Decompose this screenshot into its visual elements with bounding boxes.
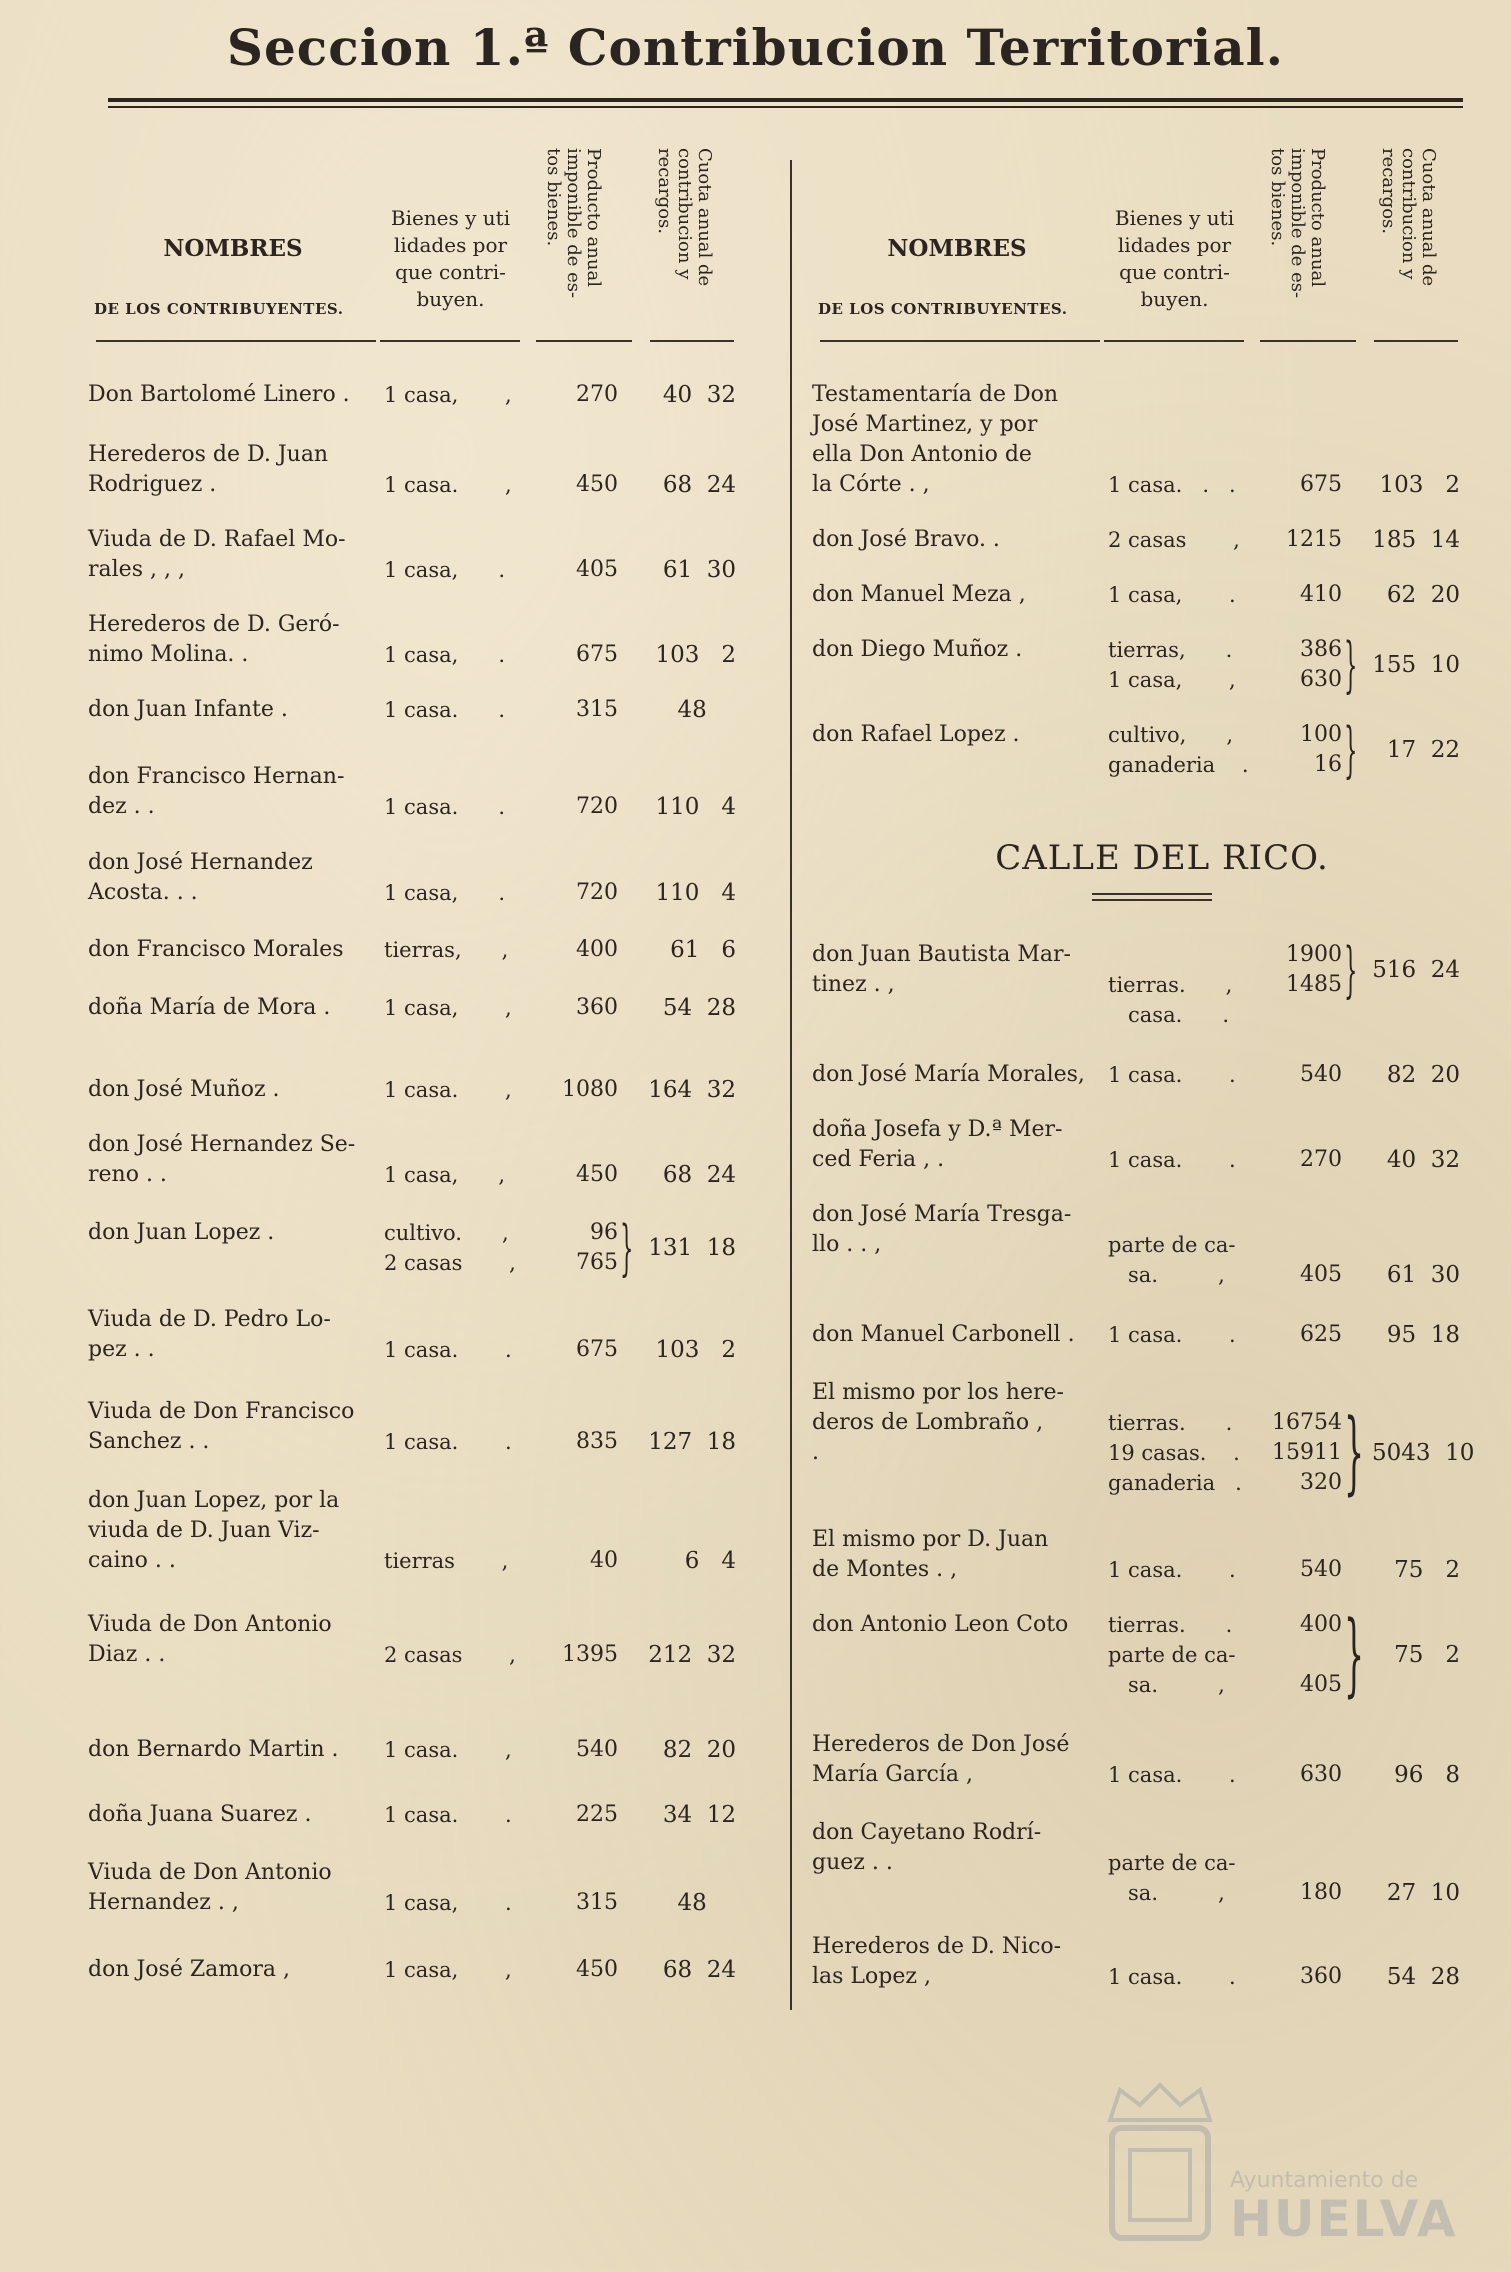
contributor-name-line: guez . .: [812, 1850, 893, 1875]
contributor-name-line: don José Zamora ,: [88, 1957, 290, 1982]
header-rule: [650, 340, 734, 342]
contributor-name-line: caino . .: [88, 1548, 176, 1573]
contributor-name-line: las Lopez ,: [812, 1964, 931, 1989]
cuota-cell: 48: [677, 1890, 707, 1916]
bienes-cell: 1 casa. .: [1108, 1558, 1236, 1582]
header-rule: [380, 340, 520, 342]
contributor-name: [812, 580, 1112, 610]
contributor-name-line: nimo Molina. .: [88, 642, 249, 667]
contributor-name-line: don Juan Bautista Mar-: [812, 942, 1071, 967]
contributor-name-line: don Rafael Lopez .: [812, 722, 1020, 747]
producto-cell: 405: [576, 557, 618, 582]
contributor-name-line: la Córte . ,: [812, 472, 930, 497]
contributor-name: [812, 1320, 1112, 1350]
producto-cell: 100 16: [1300, 722, 1342, 777]
producto-cell: 450: [576, 1957, 618, 1982]
contributor-name-line: don José Hernandez Se-: [88, 1132, 356, 1157]
contributor-name-line: Don Bartolomé Linero .: [88, 382, 350, 407]
contributor-name-line: El mismo por D. Juan: [812, 1527, 1049, 1552]
contributor-name-line: don José Bravo. .: [812, 527, 1000, 552]
contributor-name-line: don Cayetano Rodrí-: [812, 1820, 1042, 1845]
contributor-name-line: Herederos de Don José: [812, 1732, 1070, 1757]
contributor-name: [88, 1075, 388, 1105]
brace-mark: }: [620, 1213, 634, 1283]
contributor-name-line: don José María Morales,: [812, 1062, 1085, 1087]
contributor-name: [88, 935, 388, 965]
cuota-cell: 103 2: [655, 642, 736, 668]
producto-cell: 270: [1300, 1147, 1342, 1172]
producto-cell: 540: [1300, 1557, 1342, 1582]
cuota-cell: 5043 10: [1372, 1440, 1475, 1466]
bienes-cell: 1 casa. ,: [384, 1738, 512, 1762]
bienes-cell: 1 casa, ,: [384, 383, 512, 407]
producto-cell: 675: [576, 642, 618, 667]
bienes-cell: 1 casa, ,: [384, 1163, 506, 1187]
contributor-name: [812, 1932, 1112, 1992]
contributor-name-line: Viuda de Don Antonio: [88, 1612, 332, 1637]
watermark-line2: HUELVA: [1230, 2190, 1458, 2248]
header-rule: [1104, 340, 1244, 342]
header-bienes: Bienes y uti lidades por que contri- buyen.: [1114, 206, 1235, 311]
header-names-sub: DE LOS CONTRIBUYENTES.: [94, 300, 344, 318]
producto-cell: 386 630: [1300, 637, 1342, 692]
header-names-sub: DE LOS CONTRIBUYENTES.: [818, 300, 1068, 318]
bienes-cell: 1 casa, ,: [384, 1958, 512, 1982]
cuota-cell: 61 30: [662, 557, 736, 583]
brace-mark: }: [1344, 1400, 1365, 1505]
bienes-cell: 1 casa, .: [384, 558, 506, 582]
bienes-cell: 1 casa, .: [384, 1891, 512, 1915]
contributor-name-line: don Manuel Carbonell .: [812, 1322, 1075, 1347]
contributor-name-line: Rodriguez .: [88, 472, 217, 497]
bienes-cell: parte de ca- sa. ,: [1108, 1851, 1236, 1905]
contributor-name: [812, 1730, 1112, 1790]
header-names: NOMBRES: [887, 235, 1027, 262]
bienes-cell: tierras. . 19 casas. . ganaderia .: [1108, 1411, 1242, 1495]
producto-cell: 450: [576, 472, 618, 497]
contributor-name: [88, 380, 388, 410]
street-rule: [1092, 893, 1212, 895]
cuota-cell: 40 32: [1386, 1147, 1460, 1173]
bienes-cell: 1 casa. .: [384, 698, 506, 722]
page-title: Seccion 1.ª Contribucion Territorial.: [226, 18, 1285, 77]
producto-cell: 720: [576, 794, 618, 819]
bienes-cell: 1 casa, .: [384, 643, 506, 667]
cuota-cell: 17 22: [1386, 737, 1460, 763]
cuota-cell: 48: [677, 697, 736, 723]
contributor-name: [88, 1397, 388, 1457]
contributor-name-line: don Bernardo Martin .: [88, 1737, 339, 1762]
contributor-name-line: viuda de D. Juan Viz-: [88, 1518, 320, 1543]
producto-cell: 360: [576, 995, 618, 1020]
bienes-cell: 1 casa. .: [1108, 1063, 1236, 1087]
contributor-name-line: don Diego Muñoz .: [812, 637, 1023, 662]
contributor-name-line: Herederos de D. Juan: [88, 442, 329, 467]
cuota-cell: 68 24: [662, 472, 736, 498]
contributor-name-line: don Francisco Morales: [88, 937, 344, 962]
cuota-cell: 34 12: [662, 1802, 736, 1828]
cuota-cell: 27 10: [1386, 1880, 1460, 1906]
bienes-cell: 2 casas ,: [1108, 528, 1240, 552]
contributor-name: [88, 525, 388, 585]
brace-mark: }: [1344, 630, 1358, 700]
contributor-name-line: Viuda de D. Pedro Lo-: [88, 1307, 331, 1332]
producto-cell: 1900 1485: [1286, 942, 1342, 997]
bienes-cell: 1 casa. ,: [384, 473, 512, 497]
producto-cell: 630: [1300, 1762, 1342, 1787]
contributor-name: [88, 610, 388, 670]
contributor-name: [88, 1955, 388, 1985]
left-column: [88, 0, 788, 2272]
producto-cell: 96 765: [576, 1220, 618, 1275]
cuota-cell: 127 18: [648, 1429, 736, 1455]
contributor-name: [88, 1486, 388, 1576]
producto-cell: 450: [576, 1162, 618, 1187]
contributor-name-line: don Manuel Meza ,: [812, 582, 1026, 607]
bienes-cell: 1 casa. .: [384, 795, 506, 819]
contributor-name-line: .: [812, 1440, 819, 1465]
header-rule: [820, 340, 1100, 342]
contributor-name-line: rales , , ,: [88, 557, 185, 582]
producto-cell: 16754 15911 320: [1272, 1410, 1342, 1495]
contributor-name: [812, 1200, 1112, 1260]
bienes-cell: 1 casa. ,: [384, 1078, 512, 1102]
producto-cell: 400: [576, 937, 618, 962]
contributor-name-line: María García ,: [812, 1762, 973, 1787]
watermark-line1: Ayuntamiento de: [1230, 2168, 1419, 2193]
cuota-cell: 54 28: [1386, 1964, 1460, 1990]
cuota-cell: 54 28: [662, 995, 736, 1021]
bienes-cell: 1 casa. .: [384, 1803, 512, 1827]
cuota-cell: 95 18: [1386, 1322, 1460, 1348]
producto-cell: 315: [576, 697, 618, 722]
bienes-cell: 1 casa. . .: [1108, 473, 1236, 497]
producto-cell: 410: [1300, 582, 1342, 607]
contributor-name: [88, 1218, 388, 1248]
contributor-name-line: dez . .: [88, 794, 155, 819]
bienes-cell: 1 casa. .: [384, 1430, 512, 1454]
contributor-name-line: tinez . ,: [812, 972, 895, 997]
producto-cell: 540: [576, 1737, 618, 1762]
contributor-name-line: Viuda de Don Francisco: [88, 1399, 355, 1424]
contributor-name: [88, 1800, 388, 1830]
bienes-cell: 1 casa. .: [1108, 1965, 1236, 1989]
cuota-cell: 516 24: [1372, 957, 1460, 983]
contributor-name-line: Testamentaría de Don: [812, 382, 1059, 407]
cuota-cell: 40 32: [662, 382, 736, 408]
contributor-name-line: doña Juana Suarez .: [88, 1802, 312, 1827]
header-cuota: Cuota anual de contribucion y recargos.: [654, 148, 715, 287]
contributor-name: [812, 1378, 1112, 1468]
column-divider: [790, 160, 792, 2010]
producto-cell: 315: [576, 1890, 618, 1915]
cuota-cell: 61 6: [670, 937, 736, 963]
cuota-cell: 185 14: [1372, 527, 1460, 553]
cuota-cell: 82 20: [1386, 1062, 1460, 1088]
contributor-name-line: Diaz . .: [88, 1642, 166, 1667]
header-names: NOMBRES: [163, 235, 303, 262]
contributor-name: [812, 1818, 1112, 1878]
producto-cell: 180: [1300, 1880, 1342, 1905]
cuota-cell: 110 4: [655, 880, 736, 906]
street-rule: [1092, 899, 1212, 901]
producto-cell: 1395: [562, 1642, 618, 1667]
cuota-cell: 96 8: [1394, 1762, 1460, 1788]
contributor-name-line: Sanchez . .: [88, 1429, 210, 1454]
bienes-cell: 1 casa, .: [1108, 583, 1236, 607]
contributor-name: [812, 380, 1112, 500]
contributor-name-line: Herederos de D. Nico-: [812, 1934, 1062, 1959]
producto-cell: 540: [1300, 1062, 1342, 1087]
contributor-name: [88, 1610, 388, 1670]
street-heading: CALLE DEL RICO.: [995, 838, 1329, 878]
producto-cell: 675: [1300, 472, 1342, 497]
bienes-cell: cultivo, , ganaderia .: [1108, 723, 1249, 777]
contributor-name: [88, 993, 388, 1023]
cuota-cell: 68 24: [662, 1957, 736, 1983]
producto-cell: 835: [576, 1429, 618, 1454]
producto-cell: 225: [576, 1802, 618, 1827]
contributor-name: [812, 940, 1112, 1000]
contributor-name-line: de Montes . ,: [812, 1557, 958, 1582]
cuota-cell: 103 2: [1379, 472, 1460, 498]
contributor-name: [812, 635, 1112, 665]
contributor-name: [812, 525, 1112, 555]
producto-cell: 270: [576, 382, 618, 407]
crest-icon: [1100, 2080, 1220, 2260]
contributor-name: [812, 1060, 1112, 1090]
bienes-cell: 1 casa. .: [1108, 1323, 1236, 1347]
contributor-name-line: reno . .: [88, 1162, 167, 1187]
contributor-name-line: llo . . ,: [812, 1232, 882, 1257]
contributor-name-line: doña María de Mora .: [88, 995, 331, 1020]
bienes-cell: parte de ca- sa. ,: [1108, 1233, 1236, 1287]
brace-mark: }: [1344, 715, 1358, 785]
contributor-name-line: don Francisco Hernan-: [88, 764, 345, 789]
cuota-cell: 68 24: [662, 1162, 736, 1188]
contributor-name-line: don Antonio Leon Coto: [812, 1612, 1069, 1637]
producto-cell: 360: [1300, 1964, 1342, 1989]
contributor-name-line: Viuda de D. Rafael Mo-: [88, 527, 346, 552]
contributor-name: [88, 1305, 388, 1365]
contributor-name-line: El mismo por los here-: [812, 1380, 1064, 1405]
brace-mark: }: [1344, 1602, 1365, 1707]
contributor-name-line: deros de Lombraño ,: [812, 1410, 1044, 1435]
contributor-name: [88, 1735, 388, 1765]
contributor-name-line: Viuda de Don Antonio: [88, 1860, 332, 1885]
header-rule: [1260, 340, 1356, 342]
cuota-cell: 164 32: [648, 1077, 736, 1103]
header-producto: Producto anual imponible de es- tos bienes.: [1267, 148, 1328, 299]
contributor-name-line: don Juan Lopez .: [88, 1220, 275, 1245]
contributor-name-line: don Juan Lopez, por la: [88, 1488, 340, 1513]
producto-cell: 400 405: [1300, 1612, 1342, 1697]
header-rule: [1374, 340, 1458, 342]
contributor-name-line: don José María Tresga-: [812, 1202, 1072, 1227]
contributor-name: [812, 1115, 1112, 1175]
producto-cell: 675: [576, 1337, 618, 1362]
bienes-cell: 1 casa. .: [1108, 1148, 1236, 1172]
cuota-cell: 155 10: [1372, 652, 1460, 678]
cuota-cell: 82 20: [662, 1737, 736, 1763]
contributor-name-line: ella Don Antonio de: [812, 442, 1032, 467]
producto-cell: 1215: [1286, 527, 1342, 552]
bienes-cell: cultivo. , 2 casas ,: [384, 1221, 516, 1275]
contributor-name-line: Hernandez . ,: [88, 1890, 239, 1915]
contributor-name: [812, 720, 1112, 750]
contributor-name-line: pez . .: [88, 1337, 155, 1362]
contributor-name: [88, 848, 388, 908]
bienes-cell: tierras, . 1 casa, ,: [1108, 638, 1236, 692]
contributor-name-line: doña Josefa y D.ª Mer-: [812, 1117, 1063, 1142]
producto-cell: 625: [1300, 1322, 1342, 1347]
contributor-name-line: Herederos de D. Geró-: [88, 612, 340, 637]
header-cuota: Cuota anual de contribucion y recargos.: [1378, 148, 1439, 287]
brace-mark: }: [1344, 935, 1358, 1005]
bienes-cell: tierras. . parte de ca- sa. ,: [1108, 1613, 1236, 1697]
producto-cell: 1080: [562, 1077, 618, 1102]
cuota-cell: 75 2: [1394, 1642, 1460, 1668]
cuota-cell: 103 2: [655, 1337, 736, 1363]
bienes-cell: tierras. , casa. .: [1108, 973, 1233, 1027]
bienes-cell: 1 casa, ,: [384, 996, 512, 1020]
contributor-name: [88, 440, 388, 500]
huelva-watermark: [1100, 2080, 1458, 2260]
cuota-cell: 75 2: [1394, 1557, 1460, 1583]
right-column: [812, 0, 1511, 2272]
contributor-name: [812, 1610, 1112, 1640]
bienes-cell: 1 casa. .: [1108, 1763, 1236, 1787]
bienes-cell: 1 casa, .: [384, 881, 506, 905]
producto-cell: 720: [576, 880, 618, 905]
producto-cell: 405: [1300, 1262, 1342, 1287]
contributor-name-line: don José Muñoz .: [88, 1077, 280, 1102]
bienes-cell: 2 casas ,: [384, 1643, 516, 1667]
bienes-cell: tierras ,: [384, 1549, 509, 1573]
cuota-cell: 61 30: [1386, 1262, 1460, 1288]
cuota-cell: 62 20: [1386, 582, 1460, 608]
contributor-name: [88, 762, 388, 822]
contributor-name-line: don Juan Infante .: [88, 697, 288, 722]
contributor-name: [812, 1525, 1112, 1585]
cuota-cell: 131 18: [648, 1235, 736, 1261]
contributor-name: [88, 1130, 388, 1190]
contributor-name: [88, 695, 388, 725]
contributor-name-line: ced Feria , .: [812, 1147, 945, 1172]
contributor-name-line: José Martinez, y por: [812, 412, 1038, 437]
contributor-name: [88, 1858, 388, 1918]
header-rule: [96, 340, 376, 342]
header-bienes: Bienes y uti lidades por que contri- buyen.: [390, 206, 511, 311]
producto-cell: 40: [590, 1548, 618, 1573]
bienes-cell: 1 casa. .: [384, 1338, 512, 1362]
header-rule: [536, 340, 632, 342]
bienes-cell: tierras, ,: [384, 938, 509, 962]
cuota-cell: 212 32: [648, 1642, 736, 1668]
cuota-cell: 6 4: [684, 1548, 736, 1574]
cuota-cell: 110 4: [655, 794, 736, 820]
header-producto: Producto anual imponible de es- tos bienes.: [543, 148, 604, 299]
contributor-name-line: don José Hernandez: [88, 850, 313, 875]
contributor-name-line: Acosta. . .: [88, 880, 198, 905]
